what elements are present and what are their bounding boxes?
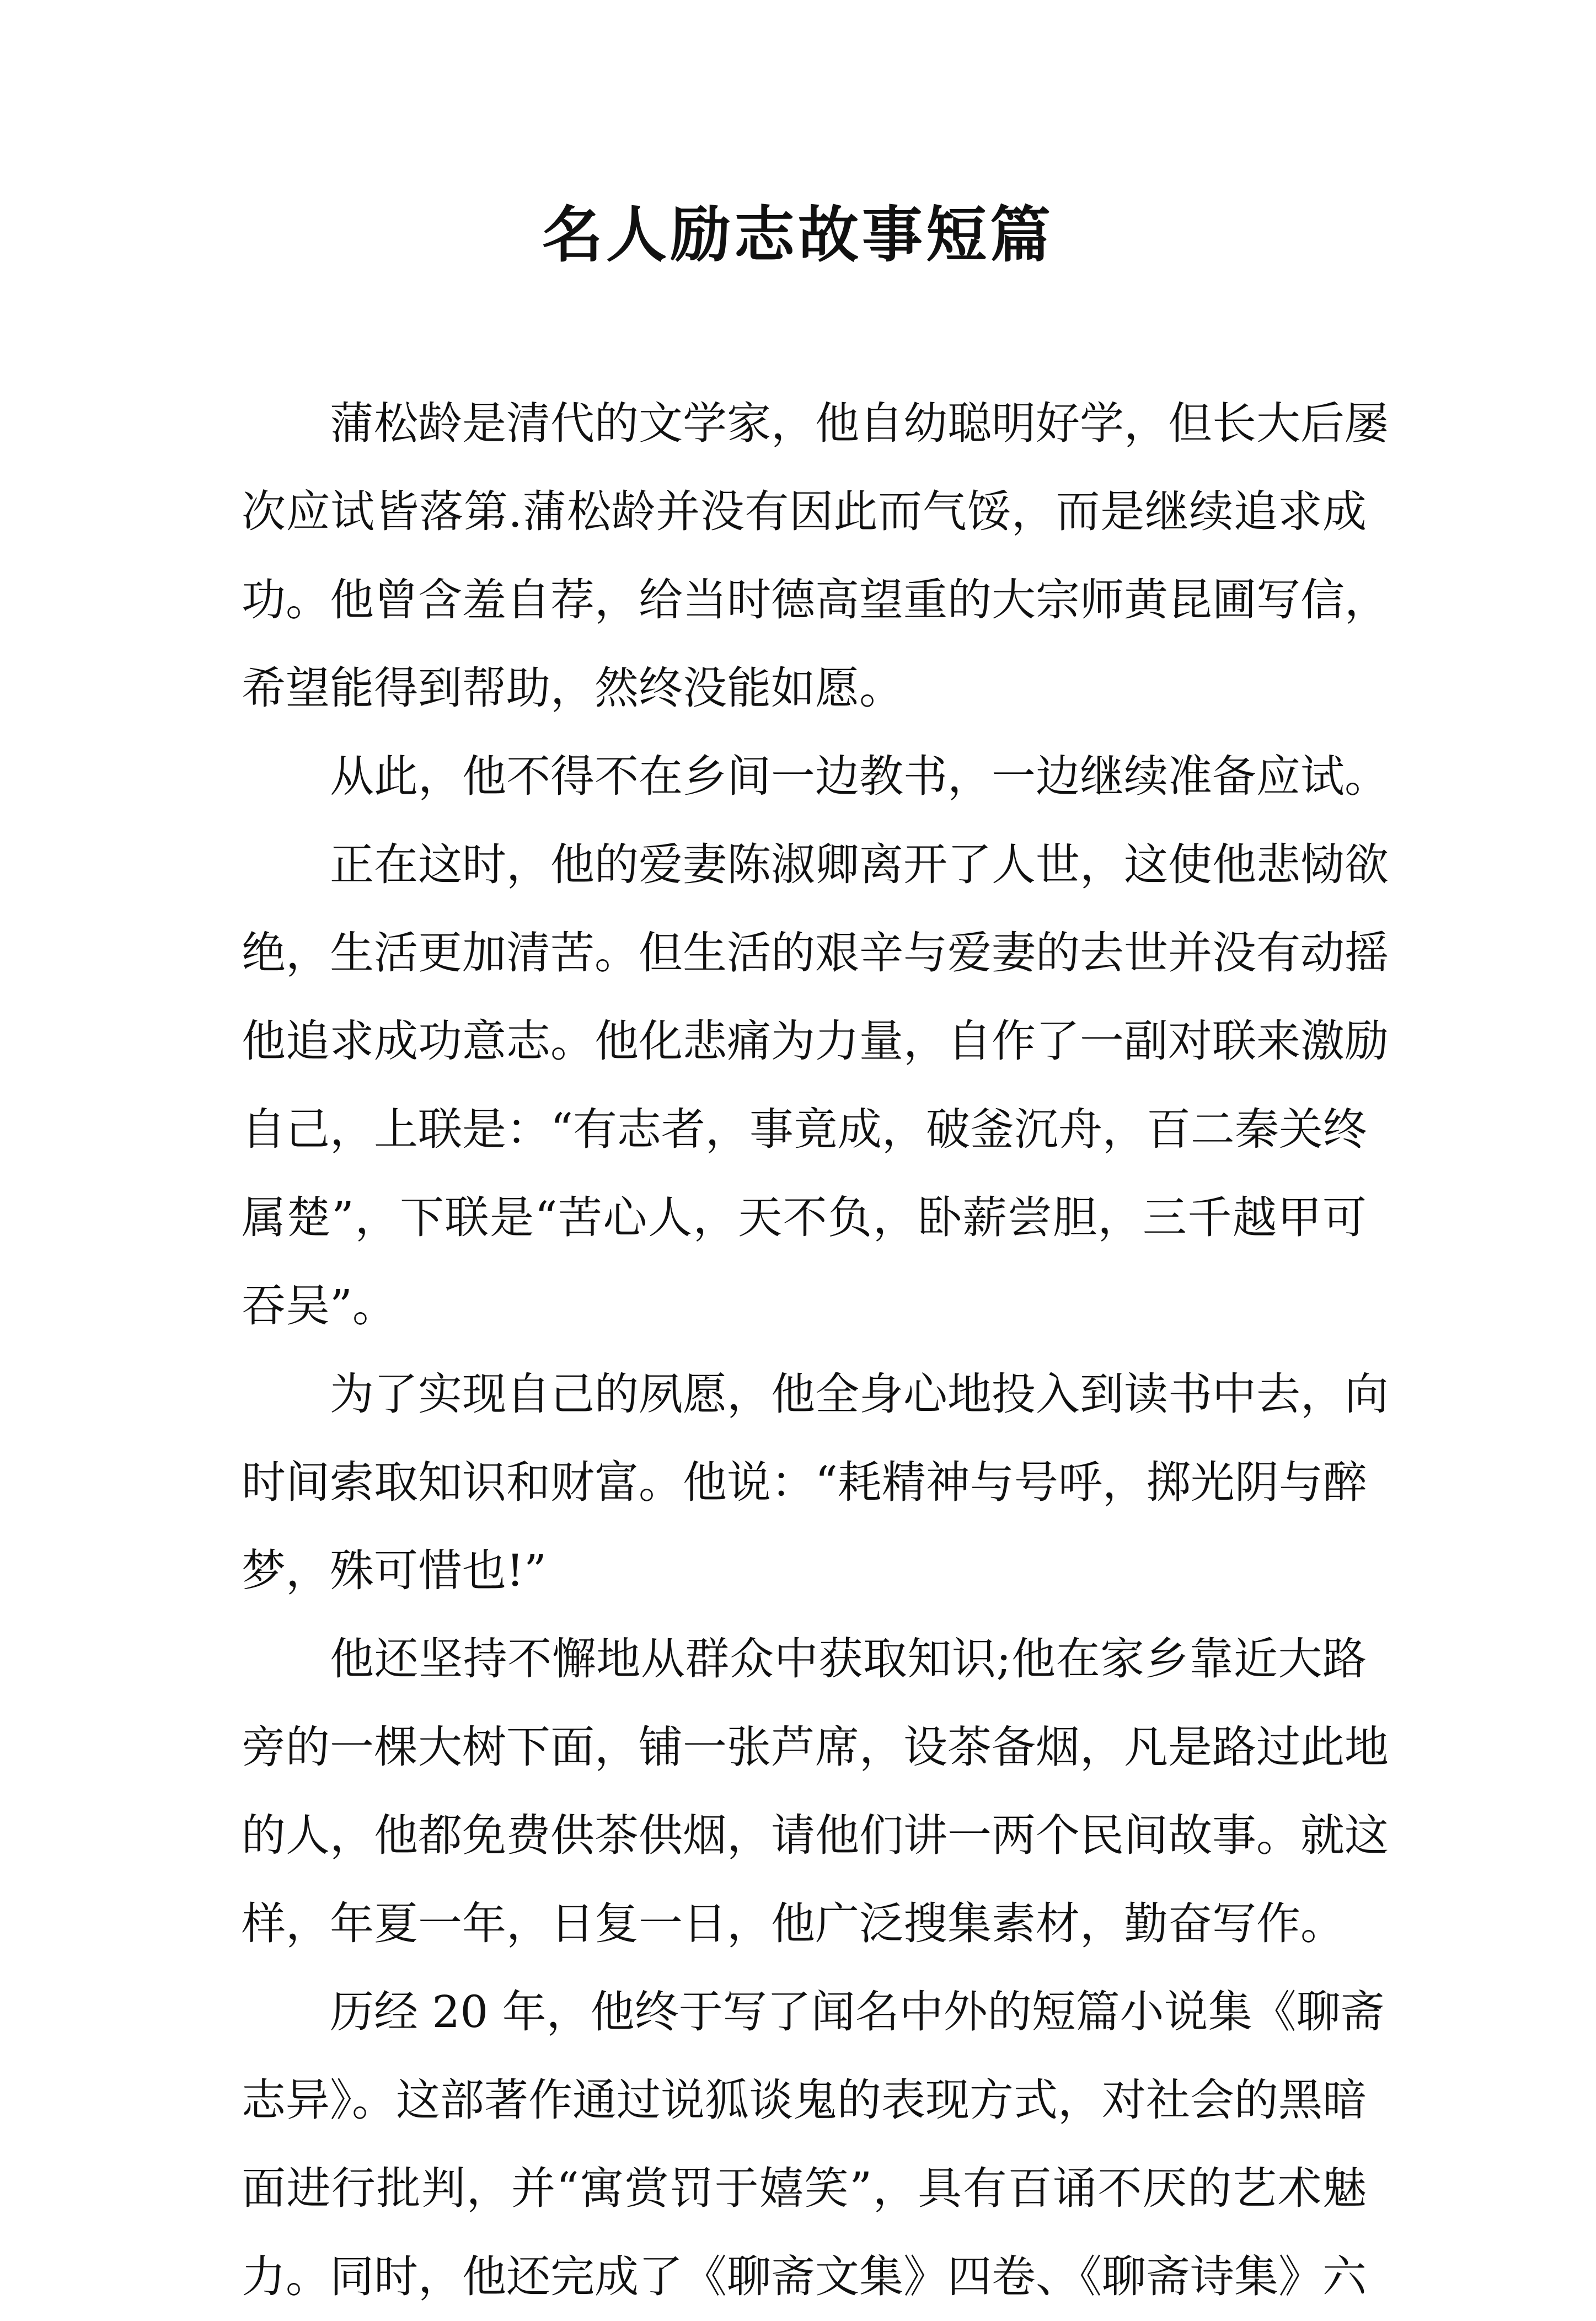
text-line: 希望能得到帮助，然终没能如愿。 <box>242 662 903 714</box>
text-line: 属楚”，下联是“苦心人，天不负，卧薪尝胆，三千越甲可 <box>242 1192 1367 1243</box>
text-line: 历经 20 年，他终于写了闻名中外的短篇小说集《聊斋 <box>330 1986 1385 2037</box>
text-line: 他追求成功意志。他化悲痛为力量，自作了一副对联来激励 <box>242 1015 1389 1067</box>
text-line: 志异》。这部著作通过说狐谈鬼的表现方式，对社会的黑暗 <box>242 2074 1367 2126</box>
text-line: 从此，他不得不在乡间一边教书，一边继续准备应试。 <box>330 751 1389 802</box>
text-line: 绝，生活更加清苦。但生活的艰辛与爱妻的去世并没有动摇 <box>242 927 1389 978</box>
document-title: 名人励志故事短篇 <box>542 200 1054 270</box>
text-line: 的人，他都免费供茶供烟，请他们讲一两个民间故事。就这 <box>242 1810 1389 1861</box>
text-line: 力。同时，他还完成了《聊斋文集》四卷、《聊斋诗集》六 <box>242 2251 1367 2302</box>
text-line: 旁的一棵大树下面，铺一张芦席，设茶备烟，凡是路过此地 <box>242 1721 1389 1773</box>
text-line: 面进行批判，并“寓赏罚于嬉笑”，具有百诵不厌的艺术魅 <box>242 2163 1367 2214</box>
text-line: 次应试皆落第.蒲松龄并没有因此而气馁，而是继续追求成 <box>242 486 1367 537</box>
text-line: 蒲松龄是清代的文学家，他自幼聪明好学，但长大后屡 <box>330 398 1389 449</box>
text-line: 时间索取知识和财富。他说：“耗精神与号呼，掷光阴与醉 <box>242 1457 1367 1508</box>
text-line: 功。他曾含羞自荐，给当时德高望重的大宗师黄昆圃写信， <box>242 574 1389 625</box>
text-line: 正在这时，他的爱妻陈淑卿离开了人世，这使他悲恸欲 <box>330 839 1389 890</box>
text-line: 吞吴”。 <box>242 1280 397 1331</box>
document-body <box>242 379 1389 2321</box>
text-line: 自己，上联是：“有志者，事竟成，破釜沉舟，百二秦关终 <box>242 1104 1367 1155</box>
text-line: 梦，殊可惜也!” <box>242 1545 547 1596</box>
text-line: 为了实现自己的夙愿，他全身心地投入到读书中去，向 <box>330 1368 1389 1420</box>
text-line: 他还坚持不懈地从群众中获取知识;他在家乡靠近大路 <box>330 1633 1367 1684</box>
text-line: 样，年夏一年，日复一日，他广泛搜集素材，勤奋写作。 <box>242 1898 1345 1949</box>
